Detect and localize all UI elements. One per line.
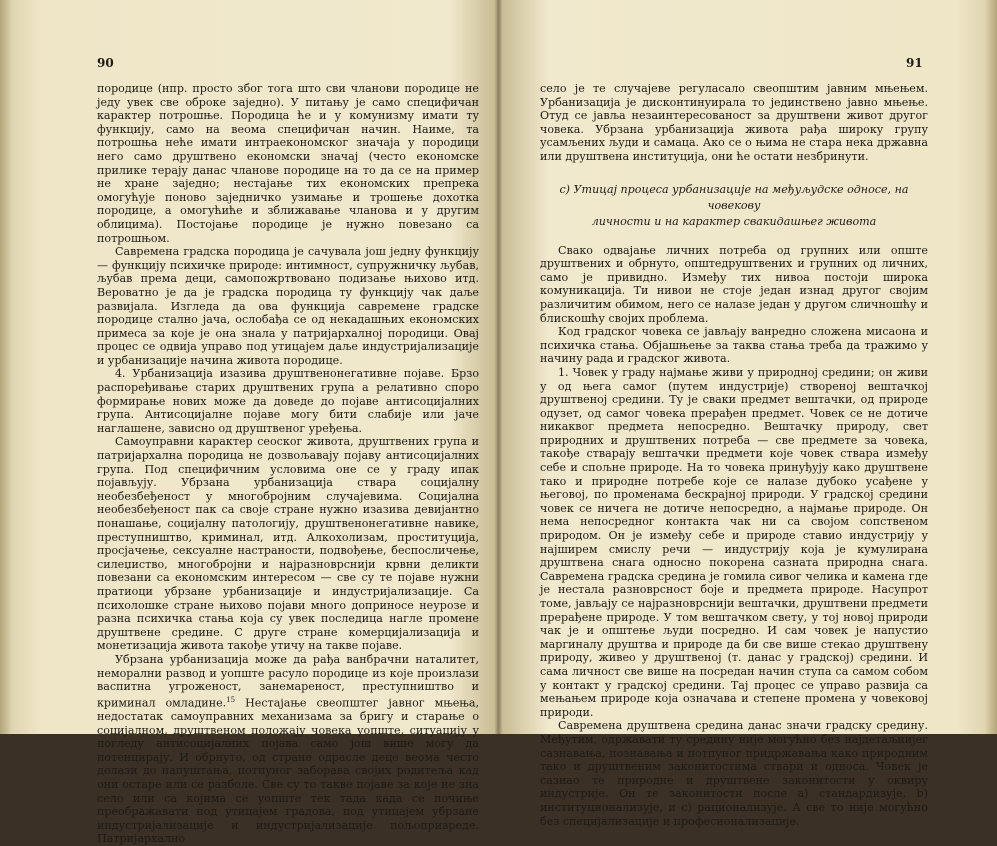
section-heading-line: c) Утицај процеса урбанизације на међуљудске односе, на човекову: [559, 182, 909, 212]
page-number-left: 90: [97, 56, 114, 70]
left-page-text: [97, 82, 479, 846]
section-heading: [540, 182, 928, 230]
right-page-text: [540, 82, 928, 828]
footnote-mark: 15: [226, 695, 236, 704]
paragraph: село је те случајеве регуласало свеопштим јавним мњењем. Урбанизација је дисконтинуирала то јединствено јавно мњење. Отуд се јавља незаинтересованост за друштвени живот другог човека. Убрзана урбанизација живота рађа широку групу усамљених људи и самаца. Ако се о њима не стара нека државна или друштвена институција, они ће остати незбринути.: [540, 82, 928, 163]
paragraph: породице (нпр. просто због тога што сви чланови породице не једу увек све оброке заједно). У питању је само специфичан карактер потрошње. Породица ће и у комунизму имати ту функцију, само на веома специфичан начин. Наиме, та потрошња неће имати интраекономског значаја у породици него само друштвено економски значај (често економске прилике терају данас чланове породице на то да се на пример не хране заједно; нестајање тих економских препрека омогућује поново заједничко узимање и трошење дохотка породице, а омогућиће и зближавање чланова и у другим облицима). Постојање породице је нужно повезано са потрошњом.: [97, 82, 479, 245]
paragraph: Код градског човека се јављају ванредно сложена мисаона и психичка стања. Објашњење за таква стања треба да тражимо у начину рада и градског живота.: [540, 325, 928, 366]
section-heading-line: личности и на карактер свакидашњег живота: [591, 214, 877, 228]
left-page: [0, 0, 497, 846]
right-page: [500, 0, 997, 828]
paragraph: Свако одвајање личних потреба од групних или опште друштвених и обрнуто, општедруштвених и групних од личних, само је привидно. Између тих нивоа постоји широка комуникација. Ти нивои не стоје један изнад другог својим различитим обимом, него се налазе један у другом сличношћу и блискошћу својих проблема.: [540, 243, 928, 325]
page-number-right: 91: [906, 56, 923, 70]
paragraph: Савремена друштвена средина данас значи градску средину. Међутим, одржавати ту средину није могућно без најдетаљнијег сазнавања, познавања и потпуног придржавања како природним тако и друштвеним законитостима ствари и односа. Човек је сазнао те природне и друштвене законитости у оквиру индустрије. Он те законитости после a) стандардизује, b) институционализује, и c) рационализује. А све то није могућно без специјализације и професионализације.: [540, 719, 928, 828]
paragraph: [97, 653, 479, 846]
paragraph: 4. Урбанизација изазива друштвенонегативне појаве. Брзо распоређивање старих друштвених група а релативно споро формирање нових може да доведе до појаве антисоцијалних група. Антисоцијалне појаве могу бити слабије или јаче наглашене, зависно од друштвеног уређења.: [97, 367, 479, 435]
paragraph: Самоуправни карактер сеоског живота, друштвених група и патријархална породица не дозвољавају појаву антисоцијалних група. Под специфичним условима оне се у граду ипак појављују. Убрзана урбанизација ствара социјалну необезбеђеност у многобројним случајевима. Социјална необезбеђеност пак са своје стране нужно изазива девијантно понашање, социјалну патологију, друштвенонегативне навике, преступништво, криминал, итд. Алкохолизам, проституција, просјачење, сексуалне настраности, подвођење, беспосличење, силеџиство, многобројни и најразноврснији крвни деликти повезани са економским интересом — све су те појаве нужни пратиоци убрзане урбанизације и индустријализације. Са психолошке стране њихово појави много доприносе неурозе и разна психичка стања која су увек последица нагле промене друштвене средине. С друге стране комерцијализација и монетизација живота такође утичу на такве појаве.: [97, 435, 479, 653]
paragraph-text: Нестајање свеопштег јавног мњења, недостатак самоуправних механизама за бригу и старање о социјалном, друштвеном положају човека уопште, ситуацију у погледу антисоцијалних појава само још више могу да потенцирају. И обрнуто, од стране одрасле деце веома често долази до напуштања, потпуног заборава својих родитеља кад они остаре или се разболе. Све су то такве појаве за које не зна село или са којима се уопште тек тада када се почиње преображавати под утицајем градова, под утицајем убрзане индустријализације и индустријализације пољопривреде. Патријархално: [97, 696, 479, 846]
paragraph-text: Убрзана урбанизација може да рађа ванбрачни наталитет, неморални развод и уопште расуло породице из које произлази васпитна угроженост, занемареност, преступништво и криминал омладине.: [97, 652, 479, 710]
paragraph: 1. Човек у граду најмање живи у природној средини; он живи у од њега самог (путем индустрије) створеној вештачкој друштвеној средини. Ту је сваки предмет вештачки, од природе одузет, од самог човека прерађен предмет. Човек се не дотиче никаквог предмета непосредно. Вештачку природу, свет природних и друштвених потреба — све предмете за човека, такође стварају вештачки предмети које човек ствара између себе и спољне природе. На то човека принуђују како друштвене тако и природне потребе које се налазе дубоко усађене у његовој, по променама бескрајној природи. У градској средини човек се ничега не дотиче непосредно, а најмање природе. Он нема непосредног контакта чак ни са својом сопственом природом. Он је између себе и природе ставио индустрију у најширем смислу речи — индустрију која је кумулирана друштвена снага односно покорена сазната природна снага. Савремена градска средина је гомила сивог челика и камена где је нестала разноврсност боје и предмета природе. Насупрот томе, јављају се најразноврснији вештачки, друштвени предмети прерађене природе. У том вештачком свету, у тој новој природи чак је и општење људи посредно. И сам човек је напустио маргиналу друштва и природе да би све више стекао друштвену природу, живео у друштвеној (т. данас у градској) средини. И сама личност све више на посредан начин ступа са самом собом у контакт у градској средини. Тај процес се управо развија са мењањем природе која означава и степене промена у човековој природи.: [540, 365, 928, 719]
paragraph: Савремена градска породица је сачувала још једну функцију — функцију психичке природе: интимност, супружничку љубав, љубав према деци, самопожртвовано подизање њихово итд. Вероватно је да је градска породица ту функцију чак даље развијала. Изгледа да ова функција савремене градске породице стално јача, ослобађа се од некадашњих економских примеса за које је она знала у патријархалној породици. Овај процес се одвија управо под утицајем даље индустријализације и урбанизације начина живота породице.: [97, 245, 479, 367]
